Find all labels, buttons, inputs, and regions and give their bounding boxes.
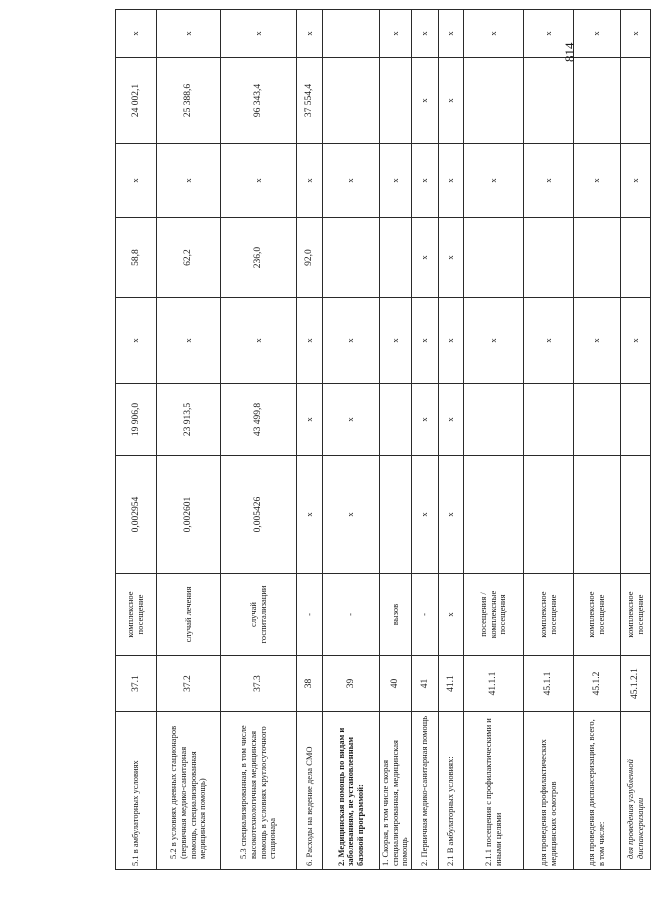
value-cell: х xyxy=(221,10,297,58)
value-cell: х xyxy=(464,10,524,58)
value-cell xyxy=(574,58,621,144)
row-number: 45.1.2 xyxy=(574,656,621,712)
value-cell: 25 388,6 xyxy=(157,58,221,144)
value-cell: х xyxy=(297,144,323,218)
row-number: 45.1.1 xyxy=(524,656,574,712)
row-number: 39 xyxy=(323,656,380,712)
volume-cell: 0,005426 xyxy=(221,456,297,574)
table-row xyxy=(621,10,651,870)
value-cell: х xyxy=(323,144,380,218)
row-name: для проведения углубленной диспансеризации xyxy=(621,712,651,870)
value-cell xyxy=(621,218,651,298)
table-row xyxy=(464,10,524,870)
value-cell: х xyxy=(412,298,439,384)
unit-cell: комплексное посещение xyxy=(116,574,157,656)
row-name: 2.1.1 посещения с профилактическими и иными целями xyxy=(464,712,524,870)
value-cell xyxy=(380,58,412,144)
value-cell xyxy=(323,10,380,58)
value-cell: х xyxy=(412,10,439,58)
unit-cell: - xyxy=(412,574,439,656)
volume-cell xyxy=(574,456,621,574)
unit-cell: случай лечения xyxy=(157,574,221,656)
value-cell: х xyxy=(439,58,464,144)
norm-cell: х xyxy=(439,384,464,456)
value-cell: 96 343,4 xyxy=(221,58,297,144)
data-table xyxy=(115,9,651,870)
value-cell: 236,0 xyxy=(221,218,297,298)
page-number: 814 xyxy=(562,42,577,62)
row-number: 37.2 xyxy=(157,656,221,712)
unit-cell: х xyxy=(439,574,464,656)
value-cell: х xyxy=(116,10,157,58)
row-name: для проведения профилактических медицинских осмотров xyxy=(524,712,574,870)
volume-cell: х xyxy=(412,456,439,574)
volume-cell xyxy=(380,456,412,574)
norm-cell: 19 906,0 xyxy=(116,384,157,456)
volume-cell xyxy=(524,456,574,574)
norm-cell: х xyxy=(297,384,323,456)
row-number: 41.1 xyxy=(439,656,464,712)
value-cell xyxy=(464,218,524,298)
unit-cell: случай госпитализации xyxy=(221,574,297,656)
value-cell: х xyxy=(621,144,651,218)
value-cell: х xyxy=(157,298,221,384)
value-cell: х xyxy=(380,298,412,384)
value-cell: х xyxy=(574,144,621,218)
unit-cell: комплексное посещение xyxy=(524,574,574,656)
norm-cell xyxy=(621,384,651,456)
volume-cell: 0,002601 xyxy=(157,456,221,574)
table-row xyxy=(323,10,380,870)
value-cell: х xyxy=(439,298,464,384)
row-name: 5.1 в амбулаторных условиях xyxy=(116,712,157,870)
value-cell xyxy=(323,58,380,144)
value-cell: 24 002,1 xyxy=(116,58,157,144)
row-number: 37.1 xyxy=(116,656,157,712)
value-cell: х xyxy=(297,10,323,58)
row-number: 37.3 xyxy=(221,656,297,712)
table-row xyxy=(524,10,574,870)
norm-cell xyxy=(464,384,524,456)
rotated-table-block xyxy=(115,10,645,870)
norm-cell xyxy=(380,384,412,456)
unit-cell: комплексное посещение xyxy=(574,574,621,656)
value-cell xyxy=(464,58,524,144)
value-cell: х xyxy=(297,298,323,384)
table-row xyxy=(297,10,323,870)
value-cell: х xyxy=(380,144,412,218)
value-cell xyxy=(323,218,380,298)
volume-cell: х xyxy=(297,456,323,574)
volume-cell xyxy=(621,456,651,574)
row-number: 41 xyxy=(412,656,439,712)
volume-cell: х xyxy=(323,456,380,574)
row-number: 40 xyxy=(380,656,412,712)
value-cell: х xyxy=(621,298,651,384)
norm-cell: 23 913,5 xyxy=(157,384,221,456)
row-name: 2. Медицинская помощь по видам и заболеваниям, не установленным базовой программой: xyxy=(323,712,380,870)
value-cell: х xyxy=(116,298,157,384)
norm-cell xyxy=(574,384,621,456)
value-cell: х xyxy=(464,144,524,218)
unit-cell: вызов xyxy=(380,574,412,656)
table-row xyxy=(412,10,439,870)
value-cell: х xyxy=(221,144,297,218)
value-cell xyxy=(524,58,574,144)
value-cell: х xyxy=(221,298,297,384)
value-cell xyxy=(621,58,651,144)
value-cell: х xyxy=(439,218,464,298)
table-row xyxy=(116,10,157,870)
norm-cell xyxy=(524,384,574,456)
value-cell: х xyxy=(464,298,524,384)
value-cell: х xyxy=(574,298,621,384)
value-cell: 37 554,4 xyxy=(297,58,323,144)
value-cell: х xyxy=(524,10,574,58)
norm-cell: 43 499,8 xyxy=(221,384,297,456)
row-number: 45.1.2.1 xyxy=(621,656,651,712)
value-cell: х xyxy=(412,218,439,298)
row-name: 1. Скорая, в том числе скорая специализированная, медицинская помощь xyxy=(380,712,412,870)
row-name: 2. Первичная медико-санитарная помощь xyxy=(412,712,439,870)
norm-cell: х xyxy=(323,384,380,456)
unit-cell: - xyxy=(323,574,380,656)
value-cell: х xyxy=(380,10,412,58)
volume-cell xyxy=(464,456,524,574)
table-row xyxy=(221,10,297,870)
value-cell: 58,8 xyxy=(116,218,157,298)
value-cell: х xyxy=(439,144,464,218)
row-number: 38 xyxy=(297,656,323,712)
unit-cell: комплексное посещение xyxy=(621,574,651,656)
value-cell: 92,0 xyxy=(297,218,323,298)
row-name: 2.1 В амбулаторных условиях: xyxy=(439,712,464,870)
row-name: для проведения диспансеризации, всего, в том числе: xyxy=(574,712,621,870)
volume-cell: х xyxy=(439,456,464,574)
row-name: 5.2 в условиях дневных стационаров (первичная медико-санитарная помощь, специализированная медицинская помощь) xyxy=(157,712,221,870)
row-name: 6. Расходы на ведение дела СМО xyxy=(297,712,323,870)
value-cell: х xyxy=(524,298,574,384)
value-cell: х xyxy=(323,298,380,384)
volume-cell: 0,002954 xyxy=(116,456,157,574)
norm-cell: х xyxy=(412,384,439,456)
value-cell: 62,2 xyxy=(157,218,221,298)
value-cell: х xyxy=(524,144,574,218)
table-row xyxy=(439,10,464,870)
value-cell: х xyxy=(116,144,157,218)
value-cell: х xyxy=(157,144,221,218)
value-cell: х xyxy=(412,144,439,218)
value-cell: х xyxy=(574,10,621,58)
value-cell: х xyxy=(621,10,651,58)
table-row xyxy=(380,10,412,870)
value-cell xyxy=(574,218,621,298)
value-cell: х xyxy=(412,58,439,144)
value-cell xyxy=(380,218,412,298)
table-row xyxy=(574,10,621,870)
unit-cell: посещения / комплексные посещения xyxy=(464,574,524,656)
value-cell xyxy=(524,218,574,298)
row-number: 41.1.1 xyxy=(464,656,524,712)
unit-cell: - xyxy=(297,574,323,656)
value-cell: х xyxy=(439,10,464,58)
row-name: 5.3 специализированная, в том числе высокотехнологичная медицинская помощь в условиях круглосуточного стационара xyxy=(221,712,297,870)
table-row xyxy=(157,10,221,870)
value-cell: х xyxy=(157,10,221,58)
